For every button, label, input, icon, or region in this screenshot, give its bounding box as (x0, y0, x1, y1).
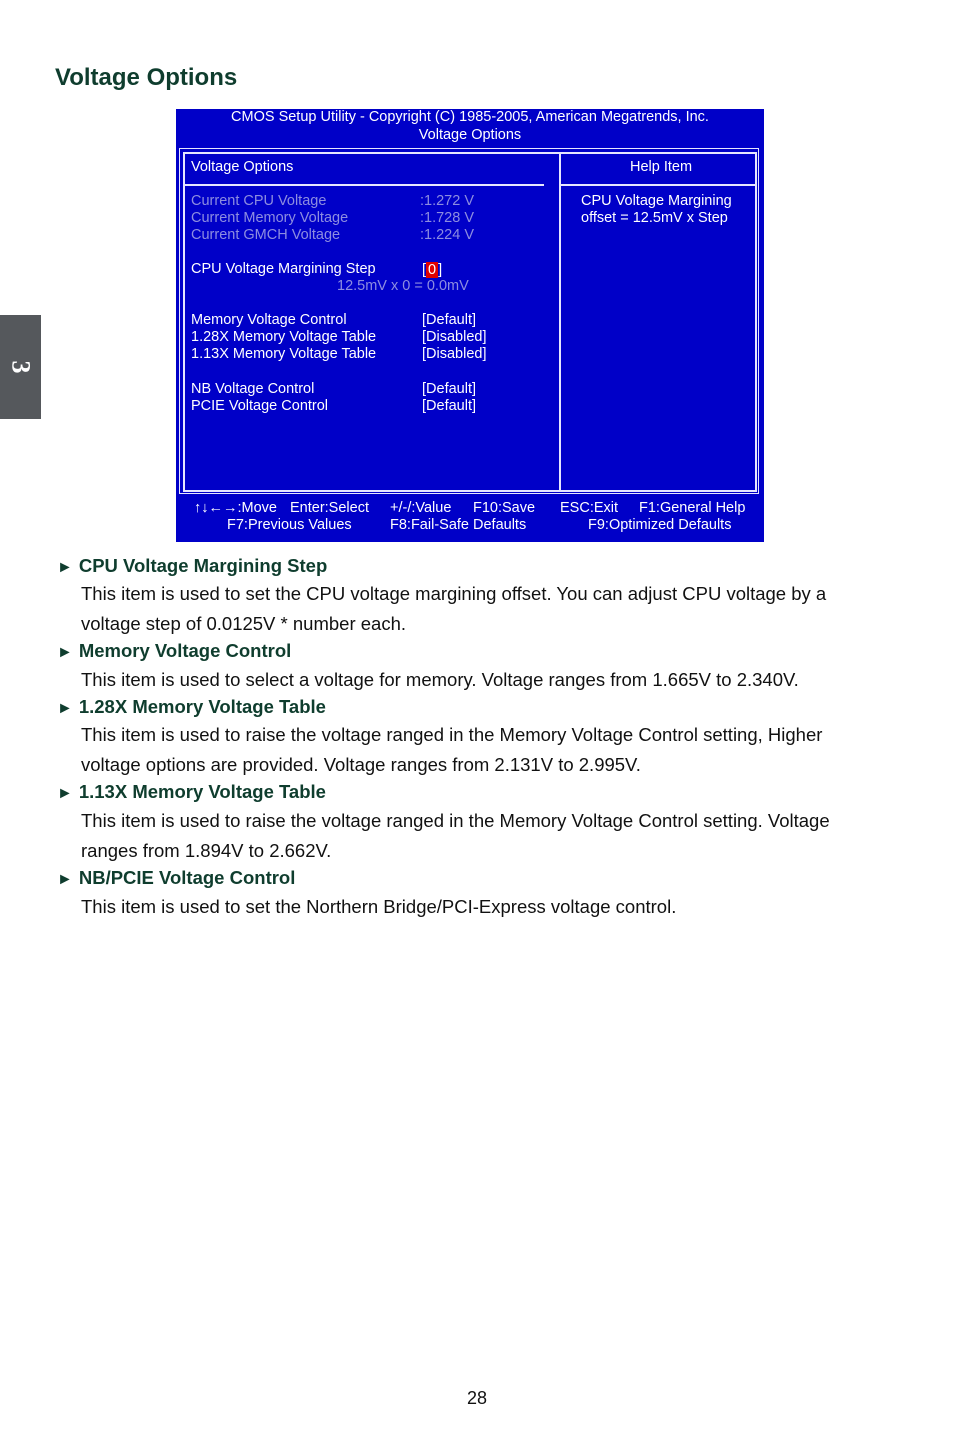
current-cpu-voltage-value: :1.272 V (420, 193, 475, 209)
key-f1: F1:General Help (639, 500, 746, 516)
bullet-arrow-icon: ► (57, 644, 73, 661)
help-text-line2: offset = 12.5mV x Step (581, 210, 728, 226)
mem-128x-table-value[interactable]: [Disabled] (422, 329, 487, 345)
current-cpu-voltage-label: Current CPU Voltage (191, 193, 327, 209)
bullet-arrow-icon: ► (57, 700, 73, 717)
cpu-margining-formula: 12.5mV x 0 = 0.0mV (337, 278, 469, 294)
mem-113x-table-label[interactable]: 1.13X Memory Voltage Table (191, 346, 377, 362)
cpu-margining-step-label[interactable]: CPU Voltage Margining Step (191, 261, 376, 277)
item-heading-113x-table: ► 1.13X Memory Voltage Table (57, 781, 326, 802)
chapter-number: 3 (6, 360, 36, 374)
memory-voltage-control-value[interactable]: [Default] (422, 312, 476, 328)
mem-128x-table-label[interactable]: 1.28X Memory Voltage Table (191, 329, 377, 345)
item-desc-128x-table: This item is used to raise the voltage ranged in the Memory Voltage Control setting, Higher voltage options are provided. Voltage ranges from 2.131V to 2.995V. (81, 724, 823, 775)
bullet-arrow-icon: ► (57, 785, 73, 802)
item-heading-memory-control: ► Memory Voltage Control (57, 640, 292, 661)
bios-left-title-rule (185, 184, 544, 186)
current-gmch-voltage-label: Current GMCH Voltage (191, 227, 341, 243)
nb-voltage-control-value[interactable]: [Default] (422, 381, 476, 397)
bullet-arrow-icon: ► (57, 871, 73, 888)
chapter-tab (0, 315, 41, 419)
bios-left-title: Voltage Options (191, 159, 294, 175)
key-move: ↑↓←→:Move (194, 500, 277, 516)
current-memory-voltage-label: Current Memory Voltage (191, 210, 349, 226)
bracket-open: [ (422, 262, 427, 278)
current-memory-voltage-value: :1.728 V (420, 210, 475, 226)
bullet-arrow-icon: ► (57, 559, 73, 576)
help-text-line1: CPU Voltage Margining (581, 193, 732, 209)
item-heading-cpu-step: ► CPU Voltage Margining Step (57, 555, 328, 576)
item-heading-nb-pcie: ► NB/PCIE Voltage Control (57, 867, 296, 888)
page-number: 28 (466, 1388, 488, 1408)
item-desc-memory-control: This item is used to select a voltage for memory. Voltage ranges from 1.665V to 2.340V. (81, 669, 799, 690)
pcie-voltage-control-label[interactable]: PCIE Voltage Control (191, 398, 329, 414)
mem-113x-table-value[interactable]: [Disabled] (422, 346, 487, 362)
cpu-margining-step-value[interactable]: 0 (428, 262, 437, 278)
bracket-close: ] (438, 262, 443, 278)
memory-voltage-control-label[interactable]: Memory Voltage Control (191, 312, 347, 328)
bios-screenshot (176, 109, 764, 542)
pcie-voltage-control-value[interactable]: [Default] (422, 398, 476, 414)
item-heading-128x-table: ► 1.28X Memory Voltage Table (57, 696, 326, 717)
bios-screen-title: Voltage Options (418, 127, 522, 143)
item-desc-nb-pcie: This item is used to set the Northern Bridge/PCI-Express voltage control. (81, 896, 677, 917)
key-esc: ESC:Exit (560, 500, 619, 516)
key-enter: Enter:Select (290, 500, 369, 516)
nb-voltage-control-label[interactable]: NB Voltage Control (191, 381, 315, 397)
key-f10: F10:Save (473, 500, 536, 516)
page-title: Voltage Options (55, 64, 238, 91)
bios-copyright: CMOS Setup Utility - Copyright (C) 1985-2005, American Megatrends, Inc. (231, 109, 709, 125)
key-f7: F7:Previous Values (227, 517, 352, 533)
bios-help-title-rule (561, 184, 755, 186)
item-desc-113x-table: This item is used to raise the voltage ranged in the Memory Voltage Control setting. Voltage ranges from 1.894V to 2.662V. (81, 810, 830, 861)
current-gmch-voltage-value: :1.224 V (420, 227, 475, 243)
bios-column-divider (559, 152, 561, 492)
key-value: +/-/:Value (390, 500, 452, 516)
key-f9: F9:Optimized Defaults (588, 517, 732, 533)
bios-help-title: Help Item (630, 159, 693, 175)
key-f8: F8:Fail-Safe Defaults (390, 517, 527, 533)
cpu-margining-step-field[interactable] (422, 262, 442, 279)
item-desc-cpu-step: This item is used to set the CPU voltage margining offset. You can adjust CPU voltage by a voltage step of 0.0125V * number each. (81, 583, 827, 634)
bios-header (176, 109, 764, 145)
